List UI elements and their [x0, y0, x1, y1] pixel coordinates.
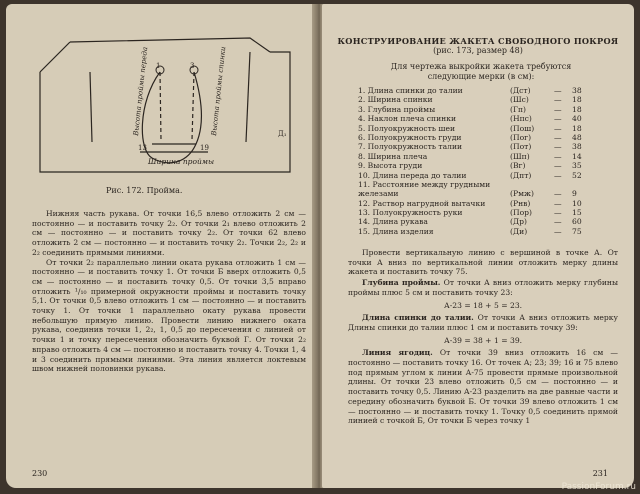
hip-line-text: От точки 39 вниз отложить 16 см — постоянно — поставить точку 16. От точек А; 23; 39; 16 и 75 влево под прямым углом к линии А-75 провести прямые произвольной длины. От точки 23 влево отложить 0,5 см — постоянно — и поставить точку 0,5. Линию А-23 разделить на две равные части и середину обозначить буквой Б. От точки 39 влево отложить 1 см — постоянно — и поставить точку 1. Точку 0,5 соединить прямой линией с точкой Б, От точки Б через точку 1 [348, 348, 618, 426]
right-paragraph-3 [348, 313, 618, 332]
measurement-dash: — [554, 86, 562, 95]
measurement-row [358, 114, 618, 123]
measurement-dash: — [554, 208, 562, 218]
measurement-value: 9 [572, 189, 577, 199]
measurement-row [358, 86, 618, 95]
measurement-label: 6. Полуокружность груди [358, 132, 462, 142]
formula-2: А-39 = 38 + 1 = 39. [443, 335, 523, 345]
right-paragraph-2 [348, 278, 618, 297]
measurement-dash: — [554, 170, 562, 180]
figure-label-13: 13 [138, 144, 147, 152]
measurement-value: 52 [572, 170, 582, 180]
measurement-row [358, 152, 618, 161]
measurement-code: (Дст) [510, 86, 531, 95]
measurement-row [358, 189, 618, 198]
measurement-label: 14. Длина рукава [358, 217, 428, 227]
measurement-row [358, 142, 618, 151]
measurement-label: 2. Ширина спинки [358, 95, 433, 105]
measurement-dash: — [554, 198, 562, 208]
measurement-value: 60 [572, 217, 582, 227]
measurement-value: 15 [572, 208, 582, 218]
measurement-row [358, 95, 618, 104]
measurement-code: (Пор) [510, 208, 532, 218]
measurement-code: (Шс) [510, 95, 529, 105]
measurement-code: (Шп) [510, 151, 530, 161]
measurement-label: 15. Длина изделия [358, 226, 434, 236]
measurement-label: 12. Раствор нагрудной вытачки [358, 198, 486, 208]
right-paragraph-1: Провести вертикальную линию с вершиной в точке А. От точки А вниз по вертикальной линии отложить мерку длины жакета и поставить точку 75. [348, 248, 618, 277]
measurement-code: (Пош) [510, 123, 535, 133]
measurement-code: (Рмж) [510, 189, 534, 199]
measurement-dash: — [554, 132, 562, 142]
figure-label-back: Высота проймы спинки [210, 46, 228, 137]
measurements-list [358, 86, 618, 236]
measurement-row [358, 180, 618, 189]
measurement-label: 7. Полуокружность талии [358, 142, 463, 152]
watermark-text: PassionForum.ru [561, 482, 636, 492]
formula-1: А-23 = 18 + 5 = 23. [443, 300, 523, 310]
measurement-code: (Ди) [510, 226, 528, 236]
measurement-value: 35 [572, 161, 582, 171]
figure-point-3: 3 [190, 62, 195, 70]
measurement-code: (Гп) [510, 104, 527, 114]
armhole-depth-text: От точки А вниз отложить мерку глубины проймы плюс 5 см и поставить точку 23: [348, 278, 618, 297]
measurement-value: 18 [572, 95, 582, 105]
measurement-dash: — [554, 226, 562, 236]
page-number-right: 231 [592, 469, 608, 478]
figure-label-front: Высота проймы переда [132, 46, 150, 137]
measurement-value: 38 [572, 86, 582, 95]
left-page [6, 4, 316, 488]
measurement-dash: — [554, 114, 562, 124]
measurement-row [358, 199, 618, 208]
measurement-row [358, 227, 618, 236]
measurement-code: (Пот) [510, 142, 532, 152]
figure-point-1: 1 [156, 62, 161, 70]
measurement-label: 1. Длина спинки до талии [358, 86, 463, 95]
measurement-dash: — [554, 123, 562, 133]
back-length-text: От точки А вниз отложить мерку Длины спинки до талии плюс 1 см и поставить точку 39: [348, 313, 618, 332]
left-body-text [32, 209, 306, 374]
figure-label-19: 19 [200, 144, 209, 152]
armhole-figure [20, 32, 300, 182]
measurement-label: 13. Полуокружность руки [358, 208, 463, 218]
measurement-dash: — [554, 217, 562, 227]
measurements-intro: Для чертежа выкройки жакета требуются следующие мерки (в см): [390, 62, 572, 81]
measurement-dash: — [554, 142, 562, 152]
left-paragraph-1: Нижняя часть рукава. От точки 16,5 влево отложить 2 см — постоянно — и поставить точку 2₂. От точки 2₁ влево отложить 2 см — постоянно — и поставить точку 2₂. От точки 62 влево отложить 2 см — постоянно — и поставить точку 2₂. Точки 2₂, 2₂ и 2₂ соединить прямыми линиями. [32, 209, 306, 257]
measurement-value: 48 [572, 132, 582, 142]
figure-label-width: Ширина проймы [148, 157, 215, 166]
measurement-value: 40 [572, 114, 582, 124]
measurement-label: 9. Высота груди [358, 161, 423, 171]
measurement-label: 4. Наклон плеча спинки [358, 114, 457, 124]
measurement-value: 38 [572, 142, 582, 152]
measurement-label: 5. Полуокружность шеи [358, 123, 456, 133]
measurement-code: (Рнв) [510, 198, 531, 208]
measurement-row [358, 208, 618, 217]
measurement-row [358, 124, 618, 133]
page-number-left: 230 [32, 469, 48, 478]
measurement-label: 11. Расстояние между грудными [358, 179, 491, 189]
heading-hip-line: Линия ягодиц. [362, 348, 433, 358]
measurement-dash: — [554, 151, 562, 161]
measurement-value: 18 [572, 104, 582, 114]
figure-label-d1: Д₁ [278, 130, 287, 138]
measurement-code: (Вг) [510, 161, 526, 171]
measurement-dash: — [554, 161, 562, 171]
heading-back-length: Длина спинки до талии. [362, 313, 474, 323]
measurement-dash: — [554, 189, 562, 199]
measurement-row [358, 133, 618, 142]
measurement-row [358, 171, 618, 180]
measurement-label: 8. Ширина плеча [358, 151, 428, 161]
measurement-label: 10. Длина переда до талии [358, 170, 467, 180]
heading-armhole-depth: Глубина проймы. [362, 278, 441, 288]
measurement-code: (Др) [510, 217, 527, 227]
measurement-value: 75 [572, 226, 582, 236]
measurement-value: 10 [572, 198, 582, 208]
figure-caption: Рис. 172. Пройма. [106, 186, 183, 195]
measurement-row [358, 161, 618, 170]
right-page [322, 4, 634, 488]
measurement-label: железами [358, 189, 399, 199]
left-paragraph-2: От точки 2₂ параллельно линии оката рукава отложить 1 см — постоянно — и поставить точку 1. От точки Б вверх отложить 0,5 см — постоянно — и поставить точку 0,5. От точки 3,5 вправо отложить ¹/₁₀ примерной окружности проймы и поставить точку 5,1. От точки 0,5 влево отложить 1 см — постоянно — и поставить точку 1. От точки 1 параллельно окату рукава провести небольшую прямую линию. Провести линию нижнего оката рукава, соединив точки 1, 2₂, 1, 0,5 до пересечения с линией от точки 1 и точку пересечения обозначить буквой Г. От точки 2₂ вправо отложить 4 см — постоянно и поставить точку 4. Точки 1, 4 и 3 соединить прямыми линиями. Эта линия является локтевым швом нижней половинки рукава. [32, 257, 306, 374]
measurement-code: (Нпс) [510, 114, 532, 124]
measurement-row [358, 105, 618, 114]
section-title: КОНСТРУИРОВАНИЕ ЖАКЕТА СВОБОДНОГО ПОКРОЯ [337, 36, 619, 46]
measurement-dash: — [554, 95, 562, 105]
measurement-code: (Пог) [510, 132, 532, 142]
measurement-value: 14 [572, 151, 582, 161]
measurement-dash: — [554, 104, 562, 114]
measurement-row [358, 217, 618, 226]
right-paragraph-4 [348, 348, 618, 426]
measurement-label: 3. Глубина проймы [358, 104, 436, 114]
measurement-value: 18 [572, 123, 582, 133]
section-subtitle: (рис. 173, размер 48) [433, 46, 523, 55]
right-body-text [348, 248, 618, 427]
measurement-code: (Дпт) [510, 170, 532, 180]
